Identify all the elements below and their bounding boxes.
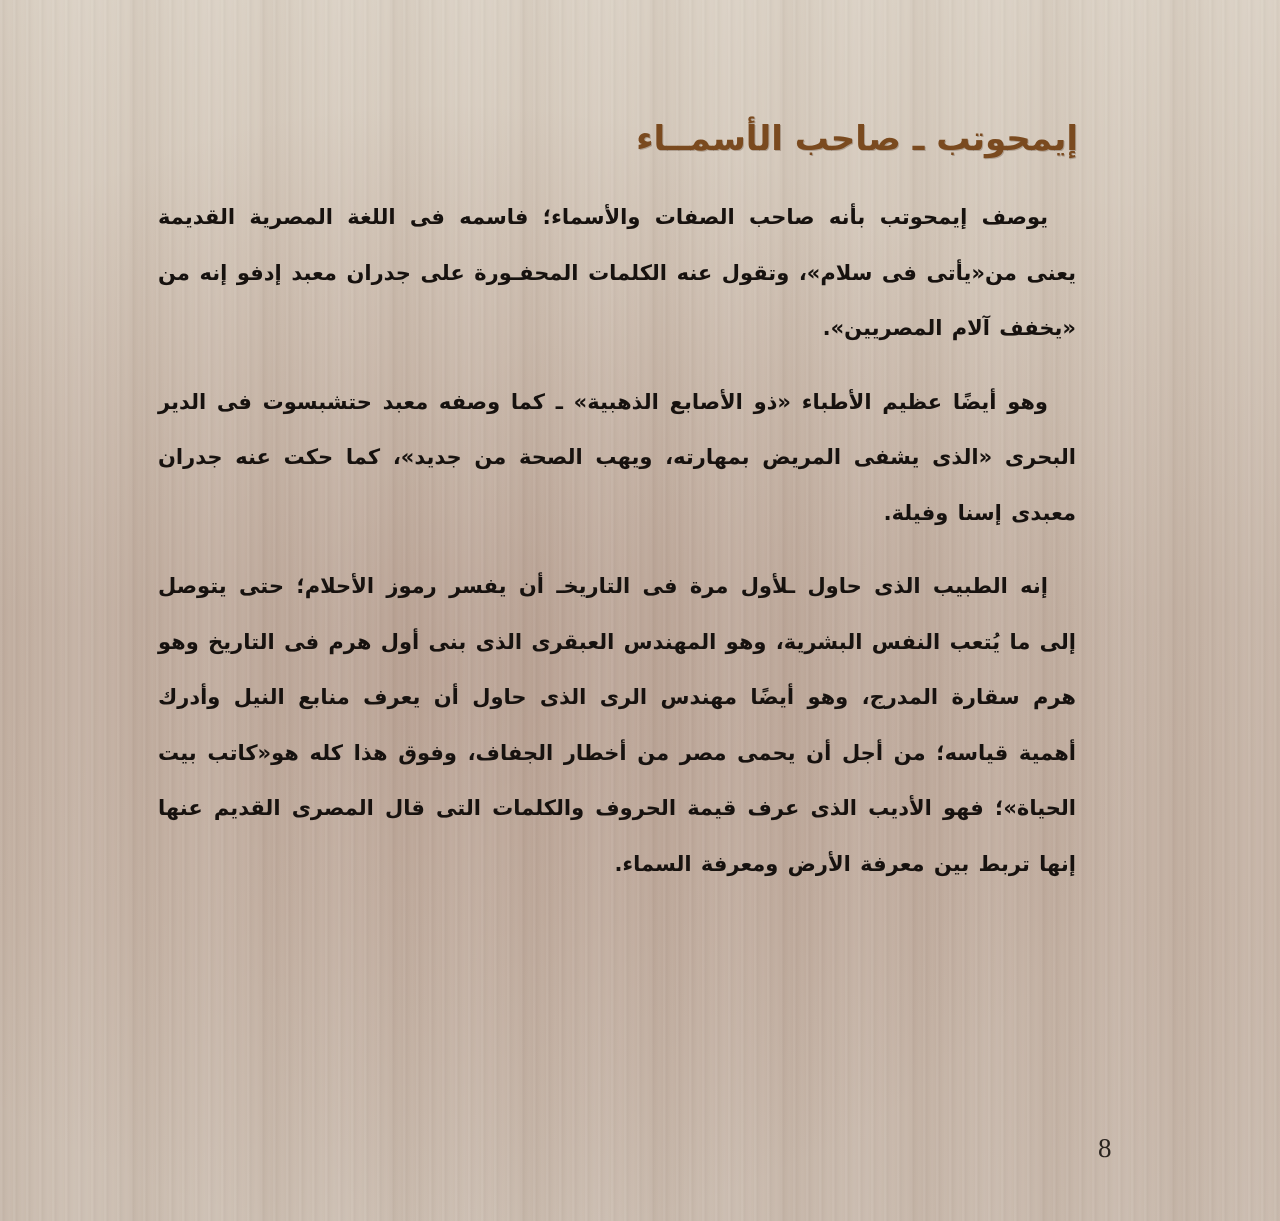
paragraph-2: وهو أيضًا عظيم الأطباء «ذو الأصابع الذهبية» ـ كما وصفه معبد حتشبسوت فى الدير البحرى «الذى يشفى المريض بمهارته، ويهب الصحة من جديد»، كما حكت عنه جدران معبدى إسنا وفيلة. — [158, 389, 1076, 525]
page-title: إيمحوتب ـ صاحب الأسمــاء — [636, 119, 1078, 159]
body-text — [158, 190, 1076, 910]
paragraph-3: إنه الطبيب الذى حاول ـلأول مرة فى التاريخـ أن يفسر رموز الأحلام؛ حتى يتوصل إلى ما يُتعب النفس البشرية، وهو المهندس العبقرى الذى بنى أول هرم فى التاريخ وهو هرم سقارة المدرج، وهو أيضًا مهندس الرى الذى حاول أن يعرف منابع النيل وأدرك أهمية قياسه؛ من أجل أن يحمى مصر من أخطار الجفاف، وفوق هذا كله هو«كاتب بيت الحياة»؛ فهو الأديب الذى عرف قيمة الحروف والكلمات التى قال المصرى القديم عنها إنها تربط بين معرفة الأرض ومعرفة السماء. — [158, 574, 1076, 876]
page-number: 8 — [1098, 1133, 1112, 1163]
paragraph-1: يوصف إيمحوتب بأنه صاحب الصفات والأسماء؛ فاسمه فى اللغة المصرية القديمة يعنى من«يأتى فى سلام»، وتقول عنه الكلمات المحفـورة على جدران معبد إدفو إنه من «يخفف آلام المصريين». — [158, 205, 1076, 340]
